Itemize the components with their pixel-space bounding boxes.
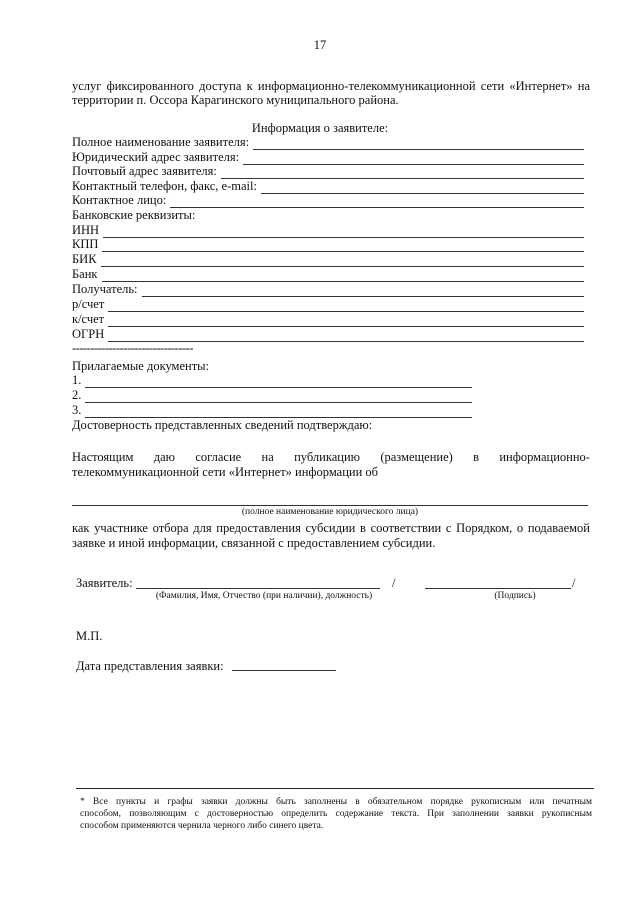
field-label: р/счет [72, 297, 105, 311]
fill-line[interactable] [108, 299, 584, 312]
field-contact-phone[interactable] [72, 179, 584, 194]
field-label: Юридический адрес заявителя: [72, 150, 240, 164]
consent-line-1 [72, 450, 590, 465]
fill-line[interactable] [221, 166, 584, 179]
date-line[interactable] [232, 670, 336, 671]
field-label: Полное наименование заявителя: [72, 135, 250, 149]
applicant-name-line[interactable] [136, 588, 380, 589]
consent-line-2: телекоммуникационной сети «Интернет» информации об [72, 465, 378, 479]
fill-line[interactable] [102, 269, 585, 282]
field-label: Получатель: [72, 282, 138, 296]
page-number: 17 [313, 38, 327, 52]
intro-line-2: территории п. Оссора Карагинского муниципального района. [72, 93, 399, 107]
attachment-item-2[interactable] [72, 388, 472, 403]
footnote-line-3: способом применяются чернила черного либо синего цвета. [80, 821, 324, 831]
field-full-name[interactable] [72, 135, 584, 150]
attachments-heading: Прилагаемые документы: [72, 359, 210, 373]
consent-word: Настоящим [72, 450, 134, 464]
field-label: ИНН [72, 223, 100, 237]
fill-line[interactable] [101, 254, 584, 267]
consent-word: даю [153, 450, 175, 464]
fill-line[interactable] [102, 239, 584, 252]
participant-line-2: заявке и иной информации, связанной с предоставлением субсидии. [72, 536, 436, 550]
field-correspondent-account[interactable] [72, 312, 584, 327]
field-label: КПП [72, 237, 99, 251]
confirm-text: Достоверность представленных сведений подтверждаю: [72, 418, 373, 432]
field-label: Почтовый адрес заявителя: [72, 164, 217, 178]
footnote-line-2: способом, позволяющим с достоверностью определить содержание текста. При заполнении заявки рукописным [80, 809, 592, 819]
consent-word: публикацию [294, 450, 361, 464]
footnote-line-1: * Все пункты и графы заявки должны быть заполнены в обязательном порядке рукописным или печатным [80, 797, 592, 807]
fill-line[interactable] [108, 314, 584, 327]
field-recipient[interactable] [72, 282, 584, 297]
field-label: Контактное лицо: [72, 193, 167, 207]
attachment-number: 2. [72, 388, 82, 402]
date-label: Дата представления заявки: [76, 659, 224, 673]
field-label: к/счет [72, 312, 105, 326]
legal-entity-line[interactable] [72, 505, 588, 506]
stamp-label: М.П. [76, 629, 103, 643]
field-label: ОГРН [72, 327, 105, 341]
slash-left: / [392, 576, 396, 590]
field-bik[interactable] [72, 252, 584, 267]
fill-line[interactable] [253, 137, 584, 150]
fill-line[interactable] [142, 284, 584, 297]
consent-word: информационно- [499, 450, 590, 464]
field-postal-address[interactable] [72, 164, 584, 179]
participant-line-1: как участнике отбора для предоставления субсидии в соответствии с Порядком, о подаваемой [72, 521, 590, 535]
slash-right: / [572, 576, 576, 590]
field-legal-address[interactable] [72, 150, 584, 165]
attachment-number: 3. [72, 403, 82, 417]
consent-word: (размещение) [380, 450, 453, 464]
attachment-item-3[interactable] [72, 403, 472, 418]
legal-entity-caption: (полное наименование юридического лица) [241, 507, 419, 517]
fill-line[interactable] [85, 405, 472, 418]
attachment-number: 1. [72, 373, 82, 387]
field-ogrn[interactable] [72, 327, 584, 342]
field-label: Банк [72, 267, 98, 281]
consent-word: согласие [195, 450, 242, 464]
field-inn[interactable] [72, 223, 584, 238]
attachment-item-1[interactable] [72, 373, 472, 388]
fill-line[interactable] [85, 375, 472, 388]
footnote-divider [76, 788, 594, 789]
fill-line[interactable] [170, 195, 584, 208]
field-label: БИК [72, 252, 97, 266]
field-settlement-account[interactable] [72, 297, 584, 312]
consent-word: на [261, 450, 274, 464]
consent-word: в [473, 450, 480, 464]
bank-heading: Банковские реквизиты: [72, 208, 196, 222]
field-label: Контактный телефон, факс, e-mail: [72, 179, 257, 193]
field-kpp[interactable] [72, 237, 584, 252]
signature-caption: (Подпись) [494, 591, 536, 601]
field-contact-person[interactable] [72, 193, 584, 208]
field-bank[interactable] [72, 267, 584, 282]
section-title: Информация о заявителе: [251, 121, 389, 135]
applicant-label: Заявитель: [76, 576, 133, 590]
fill-line[interactable] [85, 390, 472, 403]
name-caption: (Фамилия, Имя, Отчество (при наличии), должность) [155, 591, 373, 601]
separator: --------------------------------- [72, 341, 193, 355]
intro-line-1: услуг фиксированного доступа к информационно-телекоммуникационной сети «Интернет» на [72, 79, 590, 93]
signature-line[interactable] [425, 588, 571, 589]
